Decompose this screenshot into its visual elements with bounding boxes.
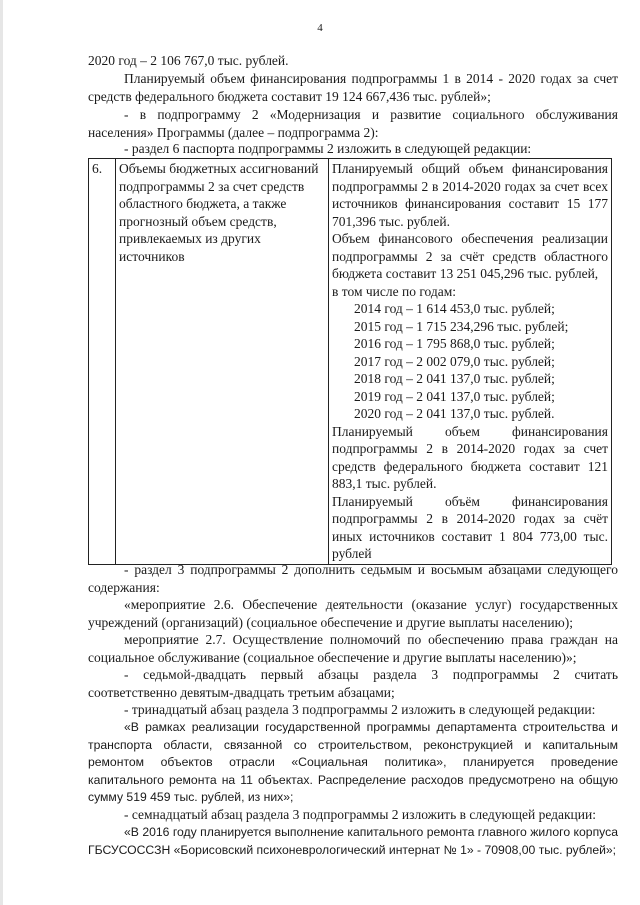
year-2018: 2018 год – 2 041 137,0 тыс. рублей; [354, 371, 555, 386]
row-content [329, 159, 612, 565]
total-financing: Планируемый общий объем финансирования подпрограммы 2 в 2014-2020 годах за счет всех источников финансирования составит 15 177 701,396 тыс. рублей. [332, 161, 608, 229]
year-2019: 2019 год – 2 041 137,0 тыс. рублей; [354, 388, 555, 404]
paragraph-2020-total: 2020 год – 2 106 767,0 тыс. рублей. [88, 53, 289, 68]
paragraph-measure-2-6: «мероприятие 2.6. Обеспечение деятельности (оказание услуг) государственных учреждений (организаций) (социальное обеспечение и другие выплаты населению); [88, 597, 618, 630]
federal-financing: Планируемый объем финансирования подпрограммы 2 в 2014-2020 годах за счет средств федерального бюджета составит 121 883,1 тыс. рублей. [332, 423, 608, 491]
year-2020: 2020 год – 2 041 137,0 тыс. рублей. [354, 406, 555, 421]
paragraph-federal-subprogram-1: Планируемый объем финансирования подпрограммы 1 в 2014 - 2020 годах за счет средств федерального бюджета составит 19 124 667,436 тыс. рублей»; [88, 71, 618, 104]
row-number: 6. [89, 159, 116, 565]
paragraph-measure-2-7: мероприятие 2.7. Осуществление полномочий по обеспечению права граждан на социальное обслуживание (социальное обеспечение и другие выплаты населению)»; [88, 632, 618, 665]
paragraph-capital-repair: «В рамках реализации государственной программы департамента строительства и транспорта области, связанной со строительством, реконструкцией и капитальным ремонтом объектов отрасли «Социальная политика», планируется проведение капитального ремонта на 11 объектах. Распределение расходов предусмотрено на общую сумму 519 459 тыс. рублей, из них»; [88, 720, 618, 804]
page-edge-shadow [0, 0, 3, 905]
page-number: 4 [317, 22, 323, 34]
regional-financing: Объем финансового обеспечения реализации подпрограммы 2 за счёт средств областного бюджета составит 13 251 045,296 тыс. рублей, [332, 231, 608, 281]
paragraph-subprogram-2-intro: - в подпрограмму 2 «Модернизация и развитие социального обслуживания населения» Программы (далее – подпрограмма 2): [88, 107, 618, 140]
by-years-label: в том числе по годам: [332, 283, 457, 299]
row-label: Объемы бюджетных ассигнований подпрограммы 2 за счет средств областного бюджета, а также прогнозный объем средств, привлекаемых из других источников [116, 159, 329, 565]
paragraph-section-6-passport: - раздел 6 паспорта подпрограммы 2 изложить в следующей редакции: [124, 141, 532, 156]
paragraph-17th-abzac: - семнадцатый абзац раздела 3 подпрограммы 2 изложить в следующей редакции: [124, 807, 596, 822]
other-financing: Планируемый объём финансирования подпрограммы 2 в 2014-2020 годах за счёт иных источников составит 1 804 773,00 тыс. рублей [332, 493, 608, 561]
year-2014: 2014 год – 1 614 453,0 тыс. рублей; [354, 301, 555, 316]
paragraph-2016-repair: «В 2016 году планируется выполнение капитального ремонта главного жилого корпуса ГБСУСОССЗН «Борисовский психоневрологический интернат № 1» - 70908,00 тыс. рублей»; [88, 825, 618, 857]
year-2015: 2015 год – 1 715 234,296 тыс. рублей; [354, 318, 569, 334]
paragraph-renumber: - седьмой-двадцать первый абзацы раздела 3 подпрограммы 2 считать соответственно девятым-двадцать третьим абзацами; [88, 667, 618, 700]
year-2016: 2016 год – 1 795 868,0 тыс. рублей; [354, 336, 555, 351]
passport-table [88, 158, 612, 565]
paragraph-13th-abzac: - тринадцатый абзац раздела 3 подпрограммы 2 изложить в следующей редакции: [124, 702, 596, 717]
year-2017: 2017 год – 2 002 079,0 тыс. рублей; [354, 353, 555, 369]
table-row [89, 159, 612, 565]
paragraph-section-3-add: - раздел 3 подпрограммы 2 дополнить седьмым и восьмым абзацами следующего содержания: [88, 562, 618, 595]
